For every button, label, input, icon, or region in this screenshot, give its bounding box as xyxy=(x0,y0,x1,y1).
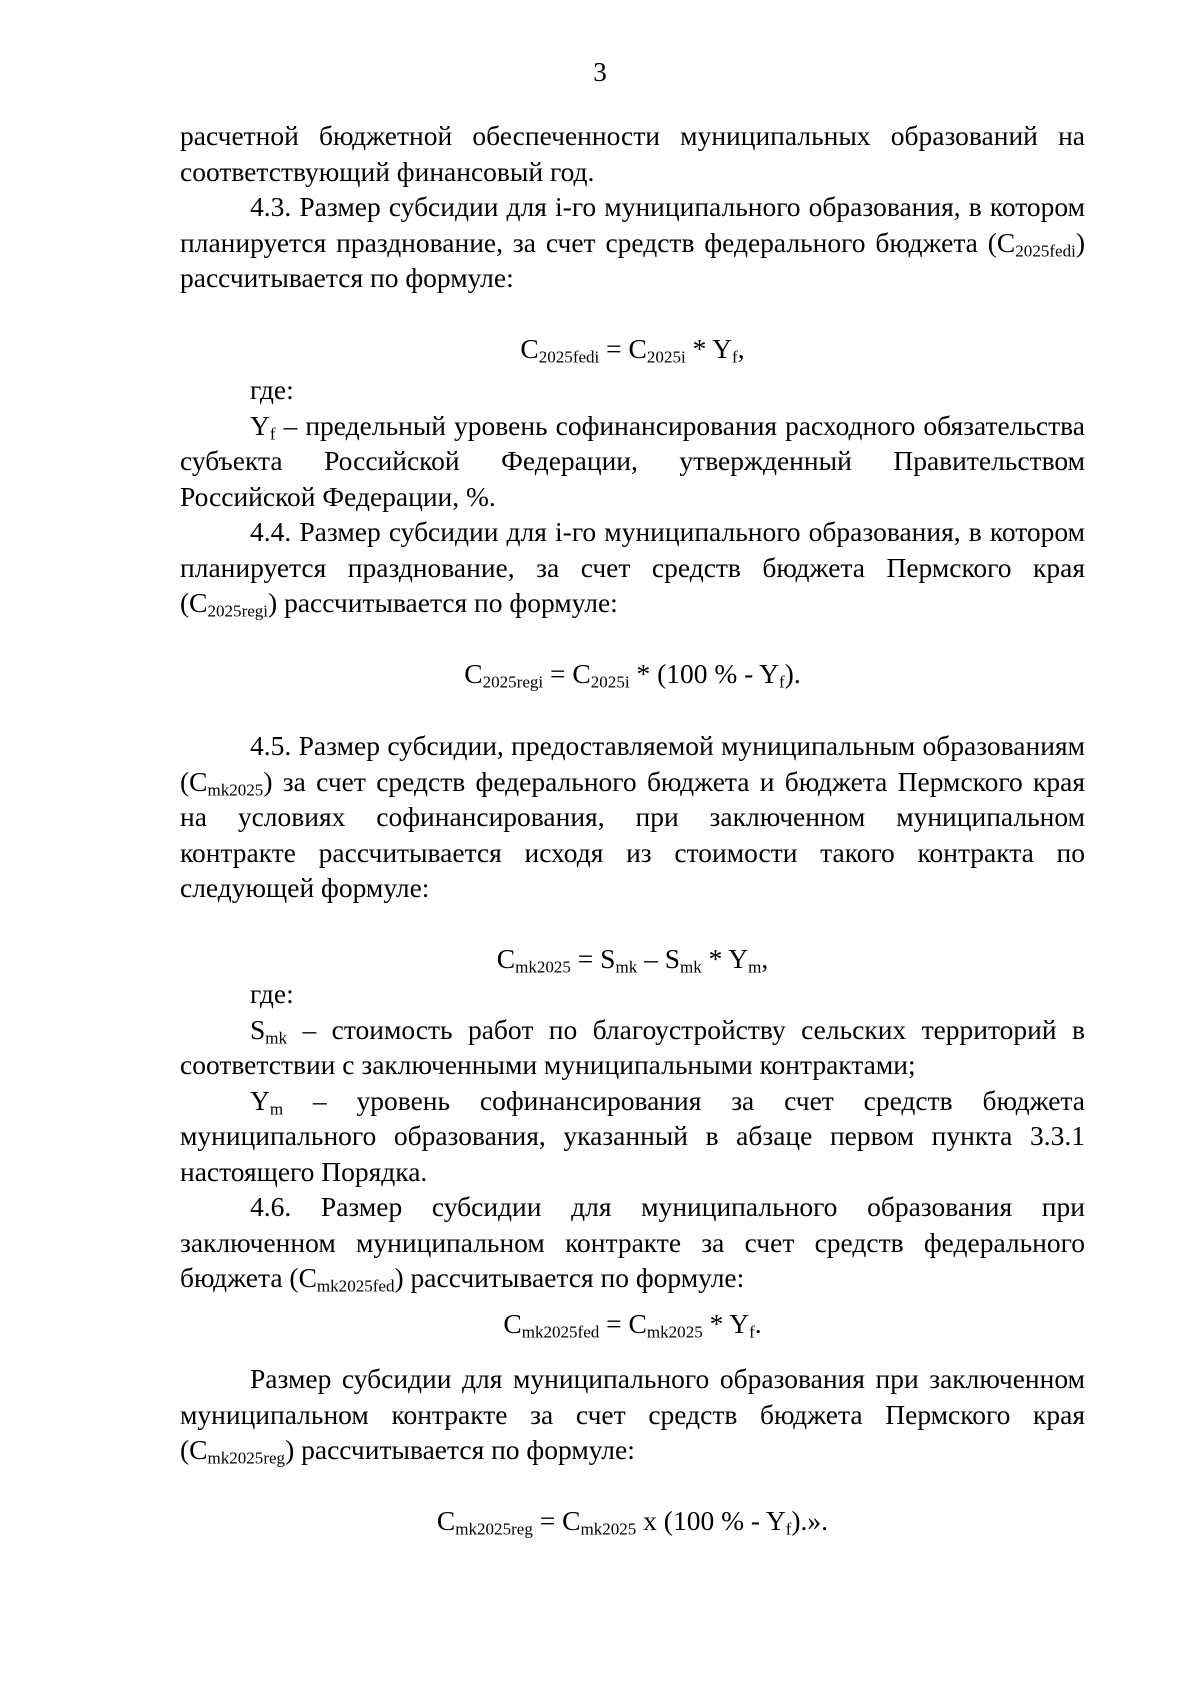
where-label-2: где: xyxy=(250,978,294,1009)
paragraph-4-5: 4.5. Размер субсидии, предоставляемой муниципальным образованиям $(C_{mk2025})$ за счет средств федерального бюджета и бюджета Пермского края на условиях софинансирования, при заключенном муниципальном контракте рассчитывается исходя из стоимости такого контракта по следующей формуле: xyxy=(180,730,1085,903)
paragraph-4-6: 4.6. Размер субсидии для муниципального образования при заключенном муниципальном контракте за счет средств федерального бюджета $(C_{mk2025fed})$ рассчитывается по формуле: xyxy=(180,1191,1085,1296)
formula-cmk2025reg: $C_{mk2025reg} = C_{mk2025}$ x (100 % - $Y_f$).». xyxy=(436,1504,829,1538)
definition-yf: $Y_f$ – предельный уровень софинансирования расходного обязательства субъекта Российской Федерации, утвержденный Правительством Российской Федерации, %. xyxy=(180,409,1085,512)
where-label: где: xyxy=(250,374,294,405)
paragraph-intro: расчетной бюджетной обеспеченности муниципальных образований на соответствующий финансовый год. xyxy=(180,120,1085,187)
page-number: 3 xyxy=(593,57,607,87)
definition-smk: $S_{mk}$ – стоимость работ по благоустройству сельских территорий в соответствии с заключенными муниципальными контрактами; xyxy=(180,1013,1085,1080)
paragraph-4-3: 4.3. Размер субсидии для i-го муниципального образования, в котором планируется празднование, за счет средств федерального бюджета $(C_{2025fedi})$ рассчитывается по формуле: xyxy=(180,191,1085,293)
formula-c2025fedi: $C_{2025fedi} = C_{2025i} * Y_f$, xyxy=(520,332,745,366)
definition-ym: $Y_m$ – уровень софинансирования за счет средств бюджета муниципального образования, указанный в абзаце первом пункта 3.3.1 настоящего Порядка. xyxy=(180,1084,1085,1187)
document-body xyxy=(180,118,1085,1538)
formula-cmk2025: $C_{mk2025} = S_{mk} - S_{mk} * Y_m$, xyxy=(496,942,769,976)
paragraph-4-4: 4.4. Размер субсидии для i-го муниципального образования, в котором планируется празднование, за счет средств бюджета Пермского края $(C_{2025regi})$ рассчитывается по формуле: xyxy=(180,516,1085,621)
formula-c2025regi: $C_{2025regi} = C_{2025i} * (100$ % - $Y_f$). xyxy=(464,657,801,691)
formula-cmk2025fed: $C_{mk2025fed} = C_{mk2025} * Y_f$. xyxy=(503,1307,762,1341)
paragraph-4-6-regional: Размер субсидии для муниципального образования при заключенном муниципальном контракте за счет средств бюджета Пермского края $(C_{mk2025reg})$ рассчитывается по формуле: xyxy=(180,1363,1085,1468)
